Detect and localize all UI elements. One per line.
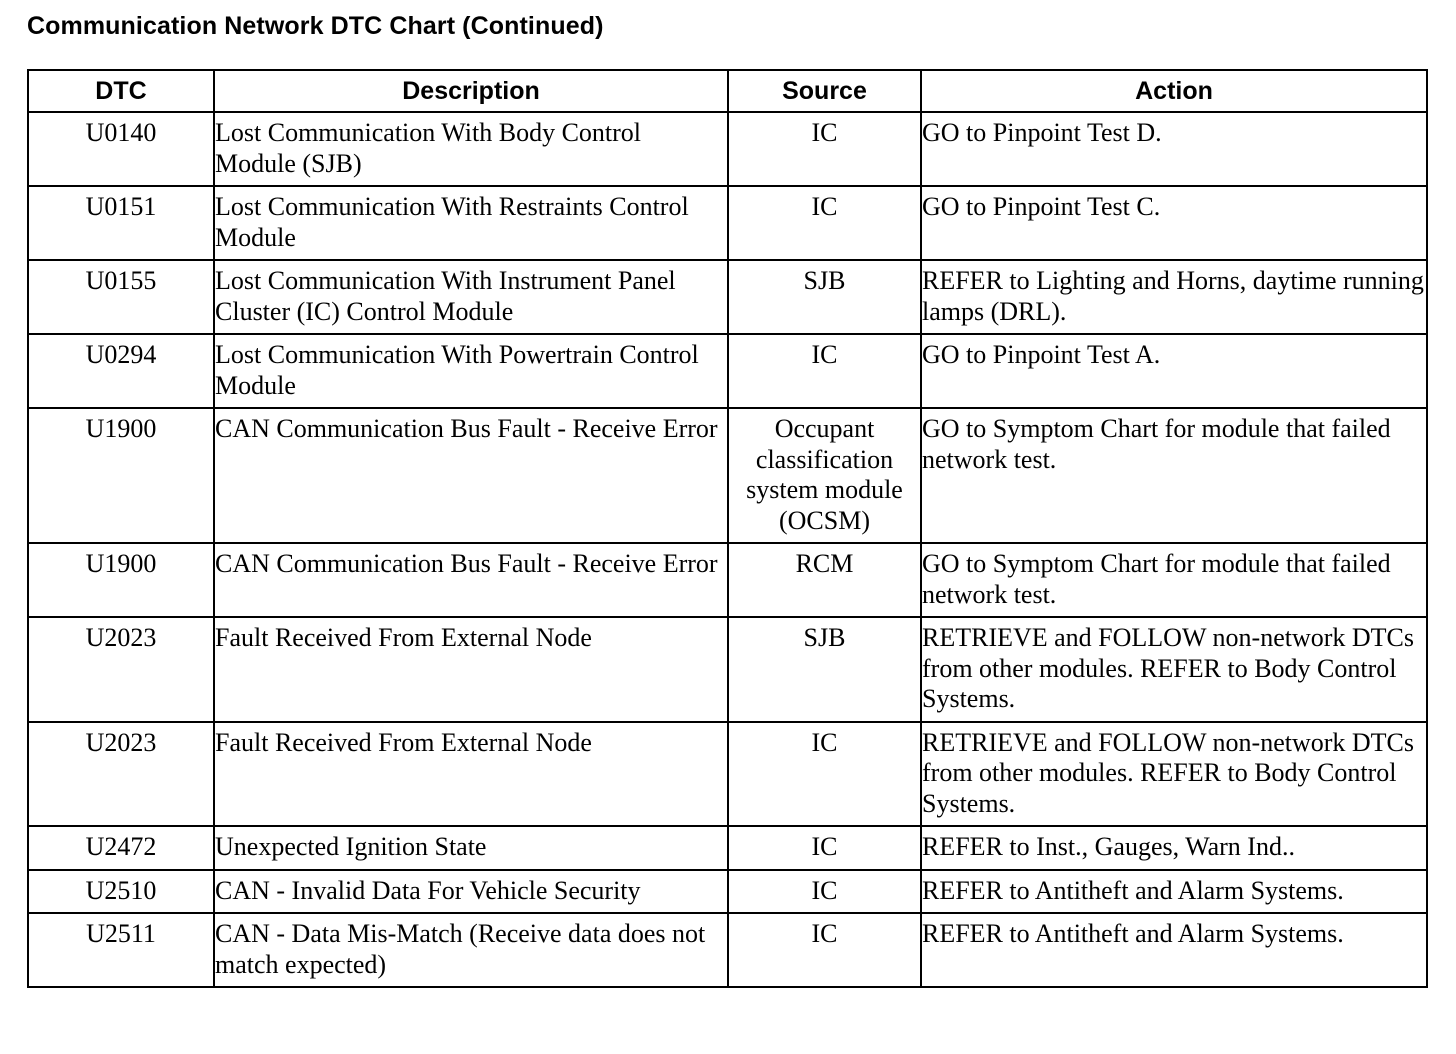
description-cell: Lost Communication With Instrument Panel Cluster (IC) Control Module xyxy=(214,260,728,334)
table-row xyxy=(28,112,1427,186)
table-row xyxy=(28,186,1427,260)
action-cell: GO to Pinpoint Test A. xyxy=(921,334,1427,408)
dtc-cell: U2510 xyxy=(28,870,214,914)
action-cell: GO to Pinpoint Test D. xyxy=(921,112,1427,186)
table-row xyxy=(28,826,1427,870)
description-cell: Fault Received From External Node xyxy=(214,617,728,722)
column-header-description: Description xyxy=(214,70,728,112)
source-cell: Occupant classification system module (OCSM) xyxy=(728,408,921,543)
action-cell: REFER to Lighting and Horns, daytime running lamps (DRL). xyxy=(921,260,1427,334)
dtc-cell: U0140 xyxy=(28,112,214,186)
source-cell: SJB xyxy=(728,260,921,334)
dtc-cell: U2472 xyxy=(28,826,214,870)
description-cell: Unexpected Ignition State xyxy=(214,826,728,870)
column-header-action: Action xyxy=(921,70,1427,112)
action-cell: REFER to Antitheft and Alarm Systems. xyxy=(921,913,1427,987)
source-cell: IC xyxy=(728,870,921,914)
description-cell: CAN Communication Bus Fault - Receive Error xyxy=(214,543,728,617)
action-cell: GO to Symptom Chart for module that failed network test. xyxy=(921,408,1427,543)
source-cell: IC xyxy=(728,826,921,870)
source-cell: IC xyxy=(728,913,921,987)
action-cell: GO to Symptom Chart for module that failed network test. xyxy=(921,543,1427,617)
description-cell: Lost Communication With Body Control Module (SJB) xyxy=(214,112,728,186)
column-header-dtc: DTC xyxy=(28,70,214,112)
action-cell: REFER to Inst., Gauges, Warn Ind.. xyxy=(921,826,1427,870)
table-header-row xyxy=(28,70,1427,112)
dtc-chart-table xyxy=(27,69,1428,988)
table-row xyxy=(28,722,1427,827)
dtc-cell: U2511 xyxy=(28,913,214,987)
action-cell: GO to Pinpoint Test C. xyxy=(921,186,1427,260)
table-row xyxy=(28,617,1427,722)
page-title: Communication Network DTC Chart (Continued) xyxy=(27,12,604,40)
table-row xyxy=(28,408,1427,543)
table-row xyxy=(28,334,1427,408)
dtc-cell: U2023 xyxy=(28,617,214,722)
table-row xyxy=(28,260,1427,334)
dtc-cell: U0151 xyxy=(28,186,214,260)
source-cell: RCM xyxy=(728,543,921,617)
source-cell: IC xyxy=(728,112,921,186)
table-row xyxy=(28,543,1427,617)
dtc-cell: U2023 xyxy=(28,722,214,827)
description-cell: CAN - Invalid Data For Vehicle Security xyxy=(214,870,728,914)
dtc-cell: U0294 xyxy=(28,334,214,408)
description-cell: CAN Communication Bus Fault - Receive Error xyxy=(214,408,728,543)
column-header-source: Source xyxy=(728,70,921,112)
dtc-cell: U1900 xyxy=(28,408,214,543)
dtc-cell: U1900 xyxy=(28,543,214,617)
action-cell: RETRIEVE and FOLLOW non-network DTCs from other modules. REFER to Body Control Systems. xyxy=(921,722,1427,827)
description-cell: Lost Communication With Restraints Control Module xyxy=(214,186,728,260)
description-cell: Fault Received From External Node xyxy=(214,722,728,827)
source-cell: IC xyxy=(728,722,921,827)
description-cell: CAN - Data Mis-Match (Receive data does not match expected) xyxy=(214,913,728,987)
source-cell: SJB xyxy=(728,617,921,722)
description-cell: Lost Communication With Powertrain Control Module xyxy=(214,334,728,408)
table-row xyxy=(28,870,1427,914)
table-row xyxy=(28,913,1427,987)
dtc-cell: U0155 xyxy=(28,260,214,334)
action-cell: REFER to Antitheft and Alarm Systems. xyxy=(921,870,1427,914)
action-cell: RETRIEVE and FOLLOW non-network DTCs from other modules. REFER to Body Control Systems. xyxy=(921,617,1427,722)
source-cell: IC xyxy=(728,334,921,408)
source-cell: IC xyxy=(728,186,921,260)
